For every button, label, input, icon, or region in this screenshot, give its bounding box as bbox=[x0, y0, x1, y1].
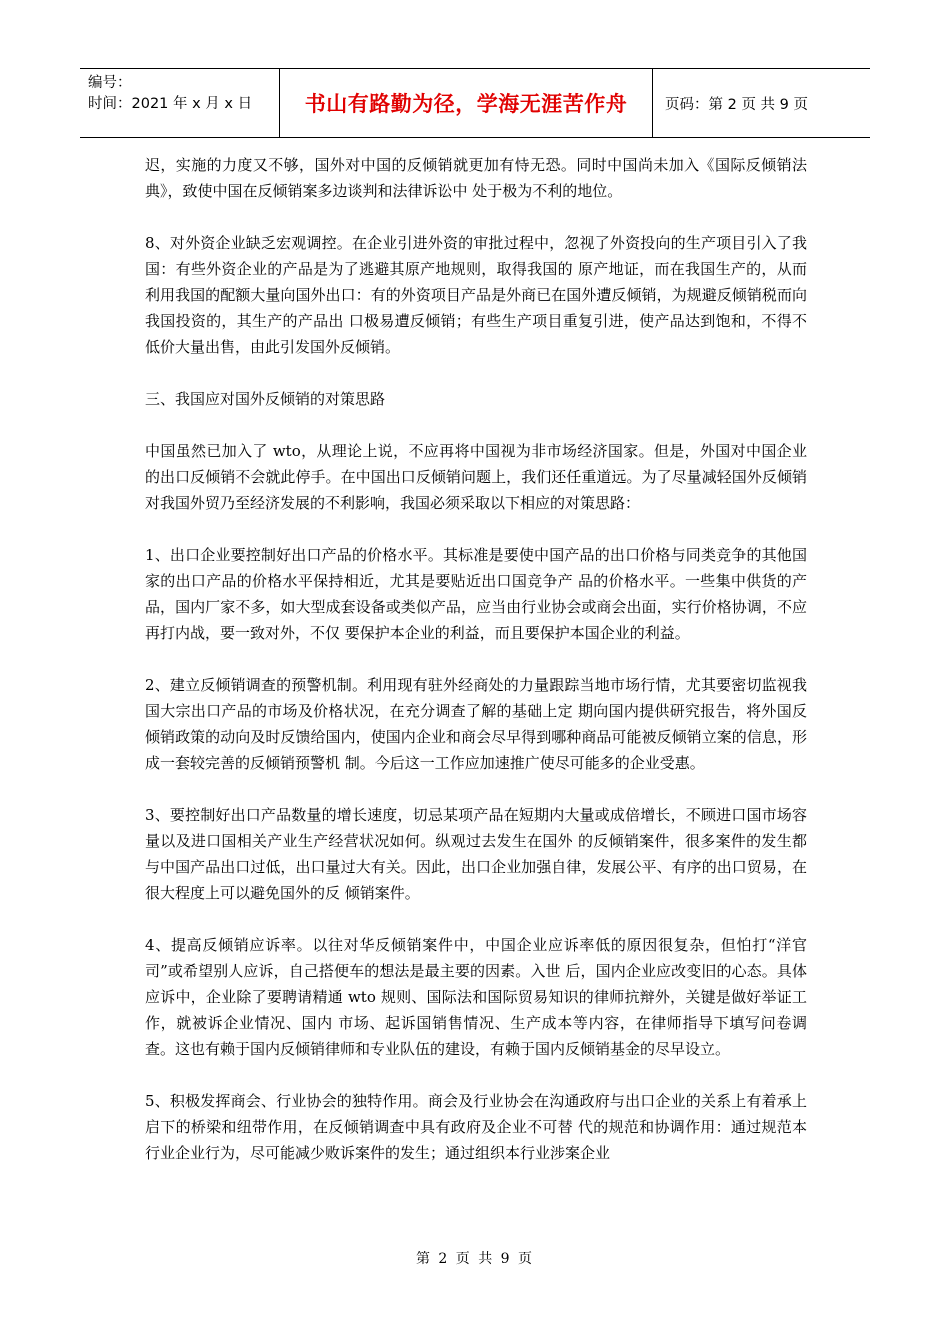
paragraph-point-2: 2、建立反倾销调查的预警机制。利用现有驻外经商处的力量跟踪当地市场行情，尤其要密切监视我国大宗出口产品的市场及价格状况，在充分调查了解的基础上定 期向国内提供研究报告，将外国反倾销政策的动向及时反馈给国内，使国内企业和商会尽早得到哪种商品可能被反倾销立案的信息，形成一套较完善的反倾销预警机 制。今后这一工作应加速推广使尽可能多的企业受惠。 bbox=[145, 676, 807, 772]
motto-text: 书山有路勤为径，学海无涯苦作舟 bbox=[304, 92, 628, 116]
paragraph-point-3: 3、要控制好出口产品数量的增长速度，切忌某项产品在短期内大量或成倍增长，不顾进口国市场容量以及进口国相关产业生产经营状况如何。纵观过去发生在国外 的反倾销案件，很多案件的发生都与中国产品出口过低，出口量过大有关。因此，出口企业加强自律，发展公平、有序的出口贸易，在很大程度上可以避免国外的反 倾销案件。 bbox=[145, 806, 807, 902]
header-motto bbox=[280, 69, 653, 137]
header-meta bbox=[80, 69, 280, 137]
document-body bbox=[145, 152, 807, 1192]
page-number-info: 页码：第 2 页 共 9 页 bbox=[665, 96, 808, 113]
footer-page-number: 第 2 页 共 9 页 bbox=[415, 1251, 535, 1267]
document-code-label: 编号： bbox=[88, 75, 132, 91]
paragraph-point-1: 1、出口企业要控制好出口产品的价格水平。其标准是要使中国产品的出口价格与同类竞争的其他国家的出口产品的价格水平保持相近，尤其是要贴近出口国竞争产 品的价格水平。一些集中供货的产品，国内厂家不多，如大型成套设备或类似产品，应当由行业协会或商会出面，实行价格协调，不应再打内战，要一致对外，不仅 要保护本企业的利益，而且要保护本国企业的利益。 bbox=[145, 546, 807, 642]
paragraph-point-5: 5、积极发挥商会、行业协会的独特作用。商会及行业协会在沟通政府与出口企业的关系上有着承上启下的桥梁和纽带作用，在反倾销调查中具有政府及企业不可替 代的规范和协调作用：通过规范本行业企业行为，尽可能减少败诉案件的发生；通过组织本行业涉案企业 bbox=[145, 1092, 807, 1162]
paragraph-continuation: 迟，实施的力度又不够，国外对中国的反倾销就更加有恃无恐。同时中国尚未加入《国际反倾销法典》，致使中国在反倾销案多边谈判和法律诉讼中 处于极为不利的地位。 bbox=[145, 156, 807, 200]
page-header bbox=[80, 68, 870, 138]
section-heading-3: 三、我国应对国外反倾销的对策思路 bbox=[145, 390, 386, 408]
header-page-info bbox=[653, 69, 870, 137]
page-footer bbox=[0, 1248, 950, 1268]
paragraph-point-8: 8、对外资企业缺乏宏观调控。在企业引进外资的审批过程中，忽视了外资投向的生产项目引入了我国：有些外资企业的产品是为了逃避其原产地规则，取得我国的 原产地证，而在我国生产的，从而利用我国的配额大量向国外出口：有的外资项目产品是外商已在国外遭反倾销，为规避反倾销税而向我国投资的，其生产的产品出 口极易遭反倾销；有些生产项目重复引进，使产品达到饱和，不得不低价大量出售，由此引发国外反倾销。 bbox=[145, 234, 807, 356]
paragraph-intro: 中国虽然已加入了 wto，从理论上说，不应再将中国视为非市场经济国家。但是，外国对中国企业的出口反倾销不会就此停手。在中国出口反倾销问题上，我们还任重道远。为了尽量减轻国外反倾销对我国外贸乃至经济发展的不利影响，我国必须采取以下相应的对策思路： bbox=[145, 442, 807, 512]
document-date: 时间：2021 年 x 月 x 日 bbox=[88, 96, 253, 112]
paragraph-point-4: 4、提高反倾销应诉率。以往对华反倾销案件中，中国企业应诉率低的原因很复杂，但怕打“洋官司”或希望别人应诉，自己搭便车的想法是最主要的因素。入世 后，国内企业应改变旧的心态。具体应诉中，企业除了要聘请精通 wto 规则、国际法和国际贸易知识的律师抗辩外，关键是做好举证工作，就被诉企业情况、国内 市场、起诉国销售情况、生产成本等内容，在律师指导下填写问卷调查。这也有赖于国内反倾销律师和专业队伍的建设，有赖于国内反倾销基金的尽早设立。 bbox=[145, 936, 807, 1058]
